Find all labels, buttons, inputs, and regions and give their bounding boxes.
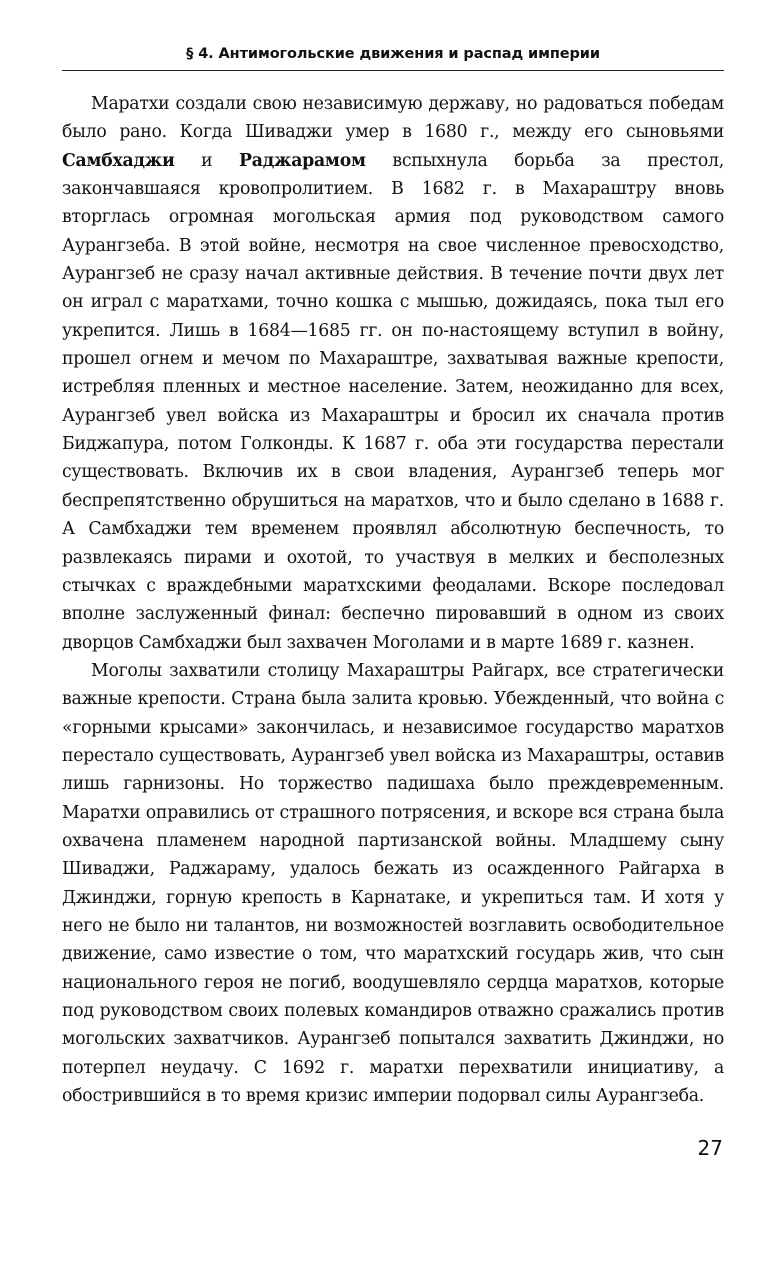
name-rajaram: Раджарамом [239,150,366,171]
page-number: 27 [697,1136,723,1160]
header-rule [62,70,724,71]
paragraph-2: Моголы захватили столицу Махараштры Райгарх, все стратегически важные крепости. Страна была залита кровью. Убежденный, что война с «горными крысами» закончилась, и независимое государство маратхов перестало существовать, Аурангзеб увел войска из Махараштры, оставив лишь гарнизоны. Но торжество падишаха было преждевременным. Маратхи оправились от страшного потрясения, и вскоре вся страна была охвачена пламенем народной партизанской войны. Младшему сыну Шиваджи, Раджараму, удалось бежать из осажденного Райгарха в Джинджи, горную крепость в Карнатаке, и укрепиться там. И хотя у него не было ни талантов, ни возможностей возглавить освободительное движение, само известие о том, что маратхский государь жив, что сын национального героя не погиб, воодушевляло сердца маратхов, которые под руководством своих полевых командиров отважно сражались против могольских захватчиков. Аурангзеб попытался захватить Джинджи, но потерпел неудачу. С 1692 г. маратхи перехватили инициативу, а обострившийся в то время кризис империи подорвал силы Аурангзеба. [62,660,724,1107]
running-header: § 4. Антимогольские движения и распад империи [186,46,600,62]
paragraph-1-text-b: и [174,150,240,171]
page-body [62,90,724,1110]
paragraph-1-text-c: вспыхнула борьба за престол, закончавшаяся кровопролитием. В 1682 г. в Махараштру вновь вторглась огромная могольская армия под руководством самого Аурангзеба. В этой войне, несмотря на свое численное превосходство, Аурангзеб не сразу начал активные действия. В течение почти двух лет он играл с маратхами, точно кошка с мышью, дожидаясь, пока тыл его укрепится. Лишь в 1684—1685 гг. он по-настоящему вступил в войну, прошел огнем и мечом по Махараштре, захватывая важные крепости, истребляя пленных и местное население. Затем, неожиданно для всех, Аурангзеб увел войска из Махараштры и бросил их сначала против Биджапура, потом Голконды. К 1687 г. оба эти государства перестали существовать. Включив их в свои владения, Аурангзеб теперь мог беспрепятственно обрушиться на маратхов, что и было сделано в 1688 г. А Самбхаджи тем временем проявлял абсолютную беспечность, то развлекаясь пирами и охотой, то участвуя в мелких и бесполезных стычках с враждебными маратхскими феодалами. Вскоре последовал вполне заслуженный финал: беспечно пировавший в одном из своих дворцов Самбхаджи был захвачен Моголами и в марте 1689 г. казнен. [62,150,724,653]
paragraph-1 [62,90,724,657]
paragraph-1-text-a: Маратхи создали свою независимую державу, но радоваться победам было рано. Когда Шиваджи умер в 1680 г., между его сыновьями [62,94,724,143]
name-sambhaji: Самбхаджи [62,150,175,171]
